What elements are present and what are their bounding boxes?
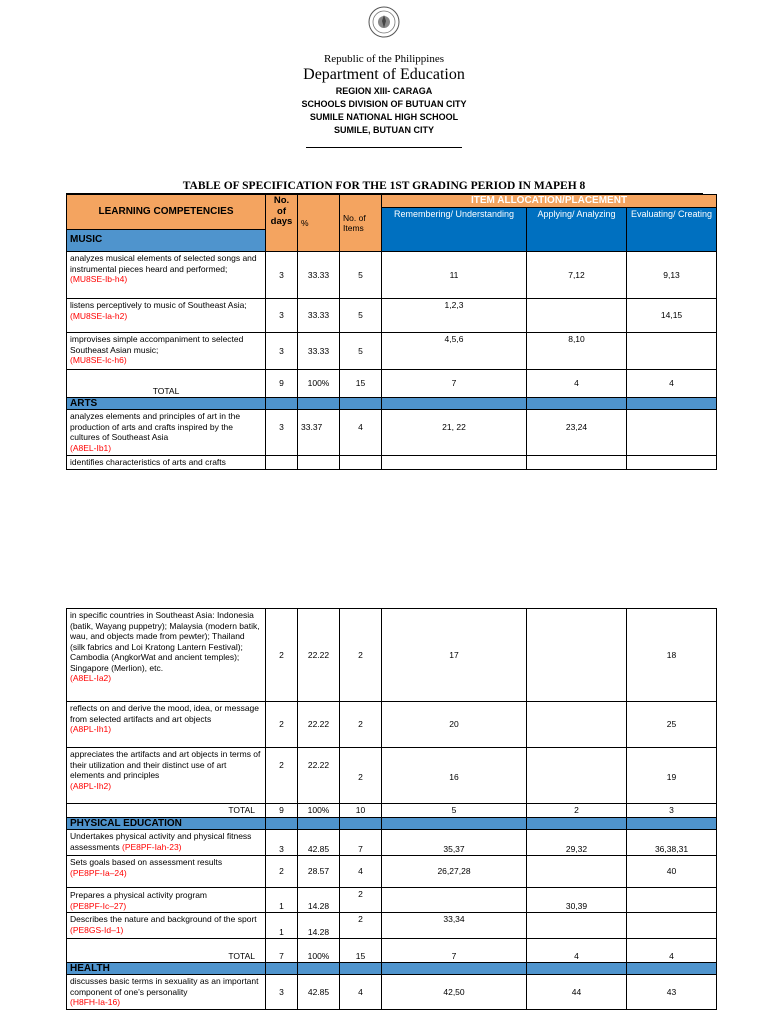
evaluating-cell: 19 — [627, 748, 717, 804]
page-title: TABLE OF SPECIFICATION FOR THE 1ST GRADING PERIOD IN MAPEH 8 — [182, 180, 586, 192]
competency-code: (PE8GS-Id–1) — [70, 924, 124, 935]
percent-cell: 33.37 — [298, 410, 340, 456]
remembering-cell: 11 — [382, 252, 527, 299]
header-percent: % — [298, 195, 340, 252]
applying-cell: 30,39 — [527, 888, 627, 913]
percent-cell: 14.28 — [298, 913, 340, 939]
items-cell: 2 — [340, 913, 382, 939]
applying-cell: 29,32 — [527, 830, 627, 856]
applying-cell — [527, 856, 627, 888]
applying-cell — [527, 748, 627, 804]
competency-text: reflects on and derive the mood, idea, or message from selected artifacts and art objects — [70, 703, 259, 724]
items-cell: 2 — [340, 609, 382, 702]
days-cell: 9 — [266, 804, 298, 818]
total-label: TOTAL — [67, 804, 266, 818]
items-cell: 4 — [340, 856, 382, 888]
percent-cell: 33.33 — [298, 252, 340, 299]
days-cell: 3 — [266, 252, 298, 299]
header-evaluating: Evaluating/ Creating — [627, 208, 717, 252]
days-cell: 2 — [266, 748, 298, 804]
applying-cell — [527, 299, 627, 333]
competency-text: Undertakes physical activity and physical fitness assessments — [70, 831, 252, 852]
applying-cell: 4 — [527, 939, 627, 963]
percent-cell: 14.28 — [298, 888, 340, 913]
remembering-cell: 20 — [382, 702, 527, 748]
items-cell: 5 — [340, 299, 382, 333]
remembering-cell: 33,34 — [382, 913, 527, 939]
table-row — [67, 856, 717, 888]
days-cell: 7 — [266, 939, 298, 963]
competency-text: appreciates the artifacts and art objects in terms of their utilization and their distinct use of art elements and principles — [70, 749, 261, 780]
percent-cell: 33.33 — [298, 299, 340, 333]
deped-seal-icon — [368, 6, 400, 38]
days-cell: 3 — [266, 410, 298, 456]
section-health: HEALTH — [67, 963, 266, 975]
table-row — [67, 410, 717, 456]
percent-cell: 22.22 — [298, 748, 340, 804]
table-row — [67, 609, 717, 702]
percent-cell: 100% — [298, 939, 340, 963]
republic-label: Republic of the Philippines — [323, 53, 445, 65]
competency-text: analyzes musical elements of selected songs and instrumental pieces heard and performed; — [70, 253, 257, 274]
evaluating-cell: 36,38,31 — [627, 830, 717, 856]
days-cell: 3 — [266, 333, 298, 370]
days-cell: 3 — [266, 299, 298, 333]
items-cell: 2 — [340, 888, 382, 913]
evaluating-cell — [627, 888, 717, 913]
competency-text: discusses basic terms in sexuality as an important component of one’s personality — [70, 976, 259, 997]
header-applying: Applying/ Analyzing — [527, 208, 627, 252]
competency-text: Sets goals based on assessment results — [70, 857, 223, 867]
remembering-cell: 5 — [382, 804, 527, 818]
evaluating-cell: 14,15 — [627, 299, 717, 333]
competency-code: (A8EL-Ia2) — [70, 673, 112, 683]
section-music: MUSIC — [67, 230, 266, 252]
applying-cell: 23,24 — [527, 410, 627, 456]
remembering-cell: 42,50 — [382, 975, 527, 1010]
table-row — [67, 252, 717, 299]
items-cell: 15 — [340, 939, 382, 963]
evaluating-cell: 25 — [627, 702, 717, 748]
remembering-cell: 16 — [382, 748, 527, 804]
days-cell: 1 — [266, 913, 298, 939]
remembering-cell: 17 — [382, 609, 527, 702]
competency-code: (PE8PF-Iah-23) — [121, 841, 182, 852]
division-label: SCHOOLS DIVISION OF BUTUAN CITY — [301, 99, 467, 109]
total-row — [67, 939, 717, 963]
competency-text: Describes the nature and background of the sport — [70, 914, 257, 924]
evaluating-cell: 40 — [627, 856, 717, 888]
days-cell: 3 — [266, 975, 298, 1010]
items-cell: 4 — [340, 410, 382, 456]
evaluating-cell: 4 — [627, 939, 717, 963]
days-cell: 1 — [266, 888, 298, 913]
applying-cell — [527, 702, 627, 748]
applying-cell: 44 — [527, 975, 627, 1010]
remembering-cell: 35,37 — [382, 830, 527, 856]
table-row — [67, 456, 717, 470]
competency-code: (A8PL-Ih2) — [70, 780, 112, 791]
items-cell: 5 — [340, 252, 382, 299]
header-divider — [306, 147, 462, 148]
applying-cell: 4 — [527, 370, 627, 398]
region-label: REGION XIII- CARAGA — [335, 86, 433, 96]
applying-cell — [527, 913, 627, 939]
header-days: No. of days — [266, 195, 298, 252]
competency-code: (A8PL-Ih1) — [70, 724, 112, 734]
table-row — [67, 702, 717, 748]
department-label: Department of Education — [303, 66, 465, 83]
applying-cell: 2 — [527, 804, 627, 818]
days-cell: 2 — [266, 702, 298, 748]
competency-text: Prepares a physical activity program — [70, 890, 208, 900]
total-row — [67, 804, 717, 818]
evaluating-cell: 4 — [627, 370, 717, 398]
items-cell: 2 — [340, 748, 382, 804]
address-label: SUMILE, BUTUAN CITY — [334, 125, 434, 135]
items-cell: 15 — [340, 370, 382, 398]
percent-cell: 42.85 — [298, 975, 340, 1010]
table-row — [67, 299, 717, 333]
table-row — [67, 888, 717, 913]
remembering-cell: 7 — [382, 370, 527, 398]
header-item-allocation: ITEM ALLOCATION/PLACEMENT — [382, 195, 717, 208]
evaluating-cell — [627, 913, 717, 939]
applying-cell: 8,10 — [527, 333, 627, 370]
competency-code: (MU8SE-Ib-h4) — [70, 274, 128, 284]
remembering-cell: 7 — [382, 939, 527, 963]
days-cell: 9 — [266, 370, 298, 398]
percent-cell: 28.57 — [298, 856, 340, 888]
percent-cell: 42.85 — [298, 830, 340, 856]
items-cell: 4 — [340, 975, 382, 1010]
days-cell: 3 — [266, 830, 298, 856]
evaluating-cell: 3 — [627, 804, 717, 818]
total-row — [67, 370, 717, 398]
table-row — [67, 748, 717, 804]
evaluating-cell: 43 — [627, 975, 717, 1010]
competency-text: listens perceptively to music of Southeast Asia; — [70, 300, 247, 310]
evaluating-cell: 9,13 — [627, 252, 717, 299]
section-physical-education: PHYSICAL EDUCATION — [67, 818, 266, 830]
percent-cell: 100% — [298, 370, 340, 398]
days-cell: 2 — [266, 609, 298, 702]
tos-table-part-1 — [66, 194, 717, 470]
percent-cell: 22.22 — [298, 609, 340, 702]
header-remembering: Remembering/ Understanding — [382, 208, 527, 252]
items-cell: 2 — [340, 702, 382, 748]
percent-cell: 22.22 — [298, 702, 340, 748]
table-row — [67, 913, 717, 939]
evaluating-cell — [627, 333, 717, 370]
table-row — [67, 975, 717, 1010]
competency-text: in specific countries in Southeast Asia: Indonesia (batik, Wayang puppetry); Malaysia (modern batik, wau, and objects made from pewter); Thailand (silk fabrics and Loi Kratong Lantern Festival); Cambodia (AngkorWat and ancient temples); Singapore (Merlion), etc. — [70, 610, 260, 673]
remembering-cell: 21, 22 — [382, 410, 527, 456]
days-cell: 2 — [266, 856, 298, 888]
evaluating-cell: 18 — [627, 609, 717, 702]
competency-text: identifies characteristics of arts and crafts — [67, 456, 266, 470]
total-label: TOTAL — [67, 939, 266, 963]
applying-cell — [527, 609, 627, 702]
header-items: No. of Items — [340, 195, 382, 252]
competency-code: (PE8PF-Ic–27) — [70, 900, 127, 911]
remembering-cell — [382, 888, 527, 913]
percent-cell: 100% — [298, 804, 340, 818]
competency-text: improvises simple accompaniment to selected Southeast Asian music; — [70, 334, 244, 355]
total-label: TOTAL — [67, 370, 266, 398]
remembering-cell: 1,2,3 — [382, 299, 527, 333]
competency-code: (MU8SE-Ia-h2) — [70, 310, 128, 321]
items-cell: 7 — [340, 830, 382, 856]
school-label: SUMILE NATIONAL HIGH SCHOOL — [309, 112, 459, 122]
section-arts: ARTS — [67, 398, 266, 410]
competency-text: analyzes elements and principles of art in the production of arts and crafts inspired by the cultures of Southeast Asia — [70, 411, 241, 442]
table-row — [67, 830, 717, 856]
table-row — [67, 333, 717, 370]
competency-code: (A8EL-Ib1) — [70, 442, 112, 453]
tos-table-part-2 — [66, 608, 717, 1010]
competency-code: (MU8SE-Ic-h6) — [70, 355, 127, 365]
remembering-cell: 26,27,28 — [382, 856, 527, 888]
items-cell: 5 — [340, 333, 382, 370]
remembering-cell: 4,5,6 — [382, 333, 527, 370]
evaluating-cell — [627, 410, 717, 456]
percent-cell: 33.33 — [298, 333, 340, 370]
competency-code: (PE8PF-Ia–24) — [70, 867, 127, 878]
competency-code: (H8FH-Ia-16) — [70, 997, 121, 1007]
items-cell: 10 — [340, 804, 382, 818]
applying-cell: 7,12 — [527, 252, 627, 299]
header-competencies: LEARNING COMPETENCIES — [67, 195, 266, 230]
